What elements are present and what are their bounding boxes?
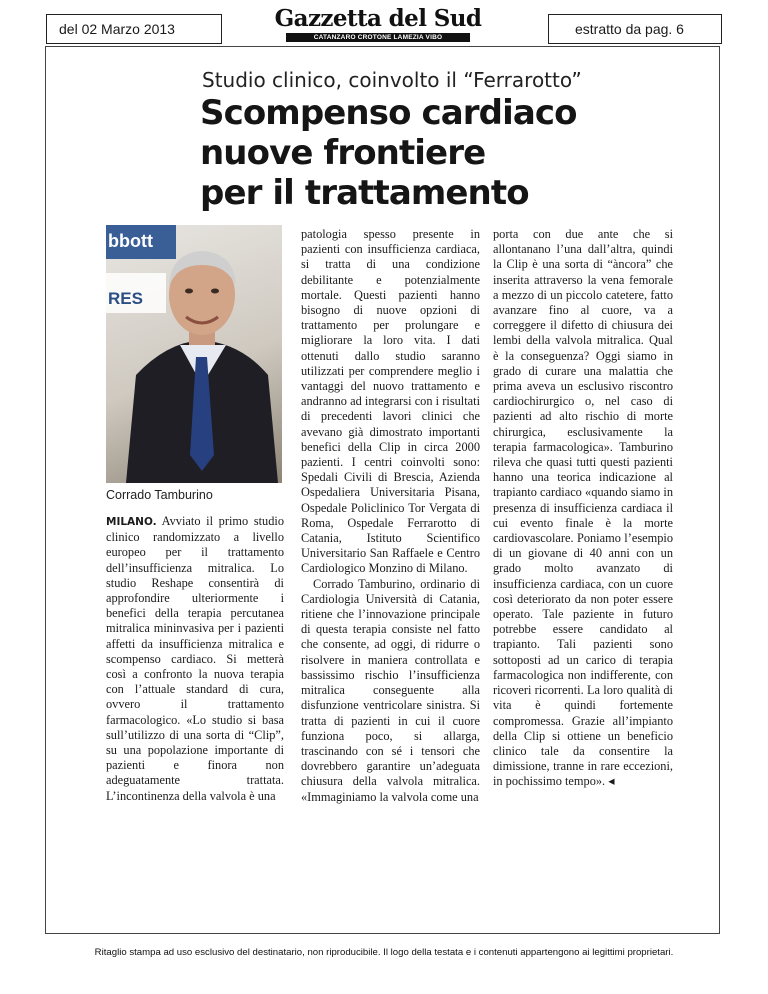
article-column-3 (493, 227, 673, 790)
headline-line-3: per il trattamento (200, 173, 529, 213)
portrait-photo (106, 225, 282, 483)
backdrop-logo-text: bbott (108, 231, 153, 251)
column-3-text: porta con due ante che si allontanano l’una dall’altra, quindi la Clip è una sorta di “àncora” che inserita attraverso la vena femorale a mezzo di un piccolo catetere, fatto avanzare fino al cuore, va a correggere il difetto di chiusura dei lembi della valvola mitralica. Qual è la conseguenza? Oggi siamo in grado di curare una malattia che prima aveva un esclusivo riscontro cardiochirurgico o, nel caso di pazienti ad alto rischio di morte chirurgica, esclusivamente la terapia farmacologica». Tamburino rileva che quasi tutti questi pazienti hanno una teorica indicazione al trapianto cardiaco «quando siamo in presenza di insufficienza cardiaca il cui evento finale è la morte cardiovascolare. Poniamo l’esempio di un giovane di 40 anni con un grado molto avanzato di insufficienza cardiaca, con un cuore così deteriorato da non poter essere operato. Tale paziente in futuro potrebbe essere candidato al trapianto. Tali pazienti sono sottoposti ad un carico di terapia farmacologica non indifferente, con ricoveri ricorrenti. La loro qualità di vita è quindi fortemente compromessa. Grazie all’impianto della Clip si ottiene un beneficio clinico tale da consentire la dimissione, tranne in rare eccezioni, in pochissimo tempo». ◂ (493, 227, 673, 789)
article-kicker: Studio clinico, coinvolto il “Ferrarotto” (202, 68, 582, 92)
photo-caption: Corrado Tamburino (106, 488, 213, 502)
date-box: del 02 Marzo 2013 (46, 14, 222, 44)
headline-line-2: nuove frontiere (200, 133, 486, 173)
column-1-text: Avviato il primo studio clinico randomizzato a livello europeo per il trattamento dell’insufficienza mitralica. Lo studio Reshape consentirà di approfondire ulteriormente i benefici della terapia percutanea mitralica mininvasiva per i pazienti affetti da insufficienza mitralica e scompenso cardiaco. Si metterà così a confronto la nuova terapia con l’attuale standard di cura, ovvero il trattamento farmacologico. «Lo studio si basa sull’utilizzo di una sorta di “Clip”, su una popolazione importante di pazienti e finora non adeguatamente trattata. L’incontinenza della valvola è una (106, 514, 284, 803)
backdrop-banner-text: RES (108, 289, 143, 308)
column-2-paragraph-1: patologia spesso presente in pazienti con insufficienza cardiaca, si tratta di una condizione debilitante e potenzialmente mortale. Questi pazienti hanno bisogno di nuove opzioni di trattamento per prolungare e migliorare la loro vita. I dati ottenuti dallo studio saranno utilizzati per comprendere meglio i vantaggi del nuovo trattamento e andranno ad integrarsi con i risultati di precedenti lavori clinici che avevano già dimostrato importanti benefici della Clip in circa 2000 pazienti. I centri coinvolti sono: Spedali Civili di Brescia, Azienda Ospedaliera Universitaria Pisana, Ospedale Policlinico Tor Vergata di Roma, Ospedale Ferrarotto di Catania, Istituto Scientifico Universitario San Raffaele e Centro Cardiologico Monzino di Milano. (301, 227, 480, 576)
page-reference-box: estratto da pag. 6 (548, 14, 722, 44)
article-column-2 (301, 227, 480, 805)
dateline: MILANO. (106, 516, 157, 528)
column-2-paragraph-2: Corrado Tamburino, ordinario di Cardiologia Università di Catania, ritiene che l’innovazione principale di questa terapia consiste nel fatto che consente, ad oggi, di ridurre o risolvere in maniera controllata e bassissimo rischio l’insufficienza mitralica conseguente alla disfunzione ventricolare sinistra. Si tratta di pazienti in cui il cuore funziona poco, si allarga, trascinando con sé i tensori che dovrebbero garantire un’adeguata chiusura della valvola mitralica. «Immaginiamo la valvola come una (301, 576, 480, 804)
masthead-title: Gazzetta del Sud (274, 5, 482, 32)
masthead-logo (262, 6, 494, 42)
headline-line-1: Scompenso cardiaco (200, 93, 577, 133)
portrait-illustration (106, 225, 282, 483)
copyright-footer: Ritaglio stampa ad uso esclusivo del destinatario, non riproducibile. Il logo della testata e i contenuti appartengono ai legittimi proprietari. (94, 947, 674, 958)
article-column-1 (106, 514, 284, 804)
masthead-subtitle: CATANZARO CROTONE LAMEZIA VIBO (286, 33, 470, 42)
